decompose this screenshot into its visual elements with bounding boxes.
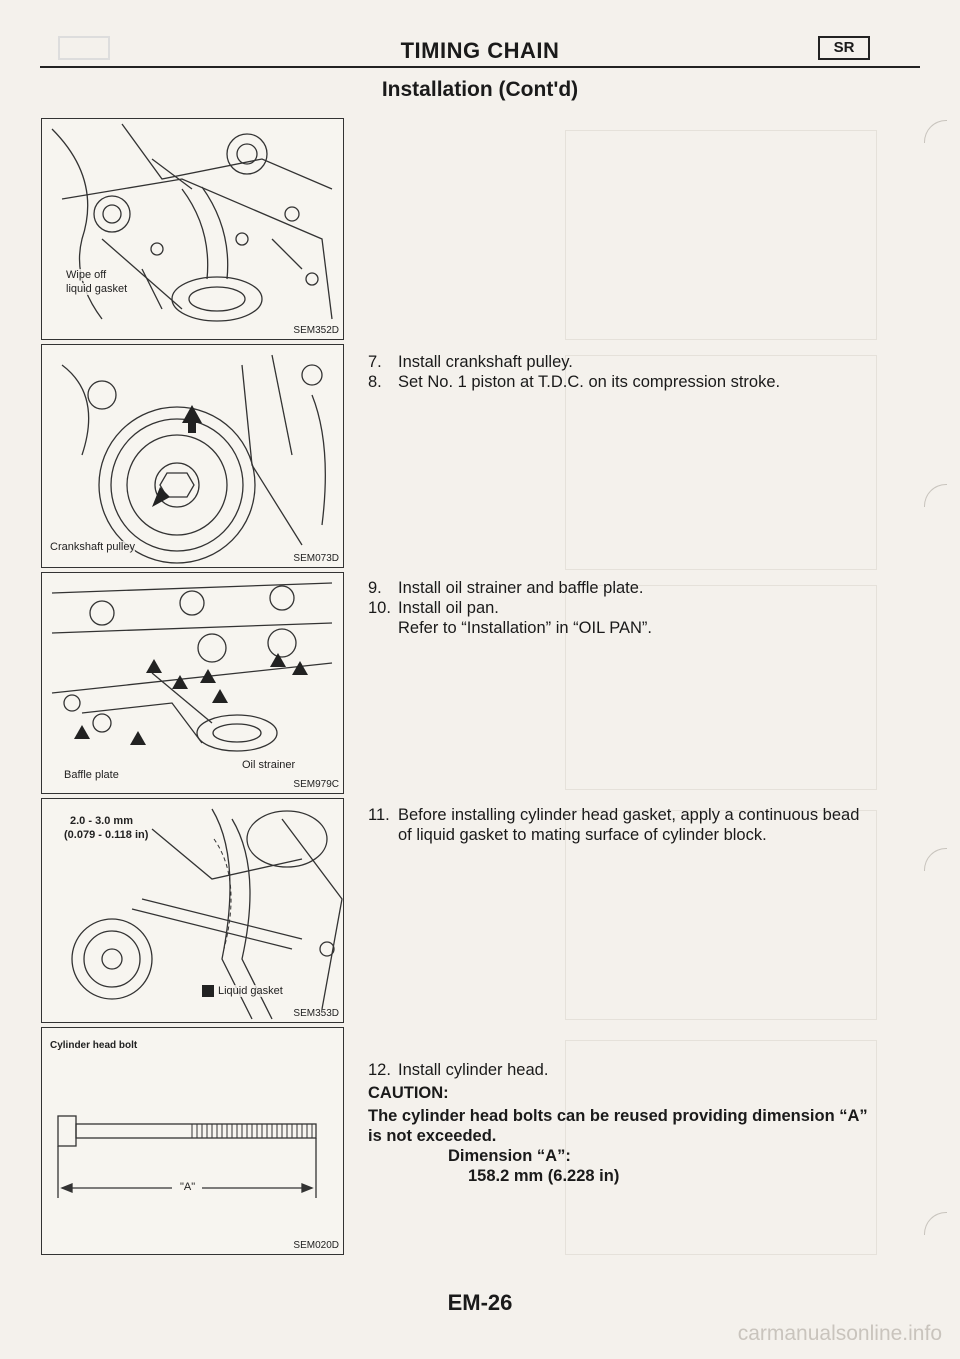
step-text: Install cylinder head.: [398, 1061, 549, 1079]
figure-wipe-liquid-gasket: [41, 118, 344, 340]
crankshaft-pulley-illustration: [42, 345, 344, 568]
step-11-block: [368, 805, 868, 845]
engine-tag: SR: [818, 36, 870, 60]
step-8: [368, 372, 888, 392]
step-number: 12.: [368, 1061, 391, 1079]
figure-label: Crankshaft pulley: [50, 541, 135, 553]
step-12-block: [368, 1060, 868, 1186]
step-number: 11.: [368, 806, 390, 824]
caution-label: CAUTION:: [368, 1084, 449, 1102]
figure-label: 2.0 - 3.0 mm: [70, 815, 133, 827]
step-text: Install oil strainer and baffle plate.: [398, 579, 644, 597]
engine-bottom-illustration: [42, 119, 344, 340]
oil-strainer-illustration: [42, 573, 344, 794]
step-7: [368, 352, 888, 372]
figure-code: SEM979C: [293, 779, 339, 790]
dimension-a-label: "A": [180, 1181, 196, 1193]
figure-label: Oil strainer: [242, 759, 296, 771]
figure-liquid-gasket-bead: [41, 798, 344, 1023]
figure-code: SEM073D: [293, 553, 339, 564]
step-text: Before installing cylinder head gasket, apply a continuous bead of liquid gasket to mating surface of cylinder block.: [398, 806, 860, 844]
figure-code: SEM353D: [293, 1008, 339, 1019]
binder-hole-mark: [924, 848, 947, 871]
binder-hole-mark: [924, 484, 947, 507]
figure-label: Cylinder head bolt: [50, 1040, 138, 1051]
figure-code: SEM352D: [293, 325, 339, 336]
step-number: 9.: [368, 579, 382, 597]
figure-crankshaft-pulley: [41, 344, 344, 568]
step-text: Install crankshaft pulley.: [398, 353, 573, 371]
page-title: TIMING CHAIN: [400, 38, 560, 63]
dimension-value: 158.2 mm (6.228 in): [468, 1167, 620, 1185]
figure-label: Wipe off: [66, 269, 107, 281]
step-number: 7.: [368, 353, 382, 371]
step-number: 8.: [368, 373, 382, 391]
step-12: [368, 1060, 868, 1080]
binder-hole-mark: [924, 1212, 947, 1235]
binder-hole-mark: [924, 120, 947, 143]
header-divider: [40, 66, 920, 68]
figure-label: Baffle plate: [64, 769, 119, 781]
figure-label: (0.079 - 0.118 in): [64, 829, 149, 841]
step-text: Set No. 1 piston at T.D.C. on its compression stroke.: [398, 373, 781, 391]
step-number: 10.: [368, 599, 391, 617]
cylinder-head-bolt-illustration: [42, 1028, 344, 1255]
caution-text: The cylinder head bolts can be reused providing dimension “A” is not exceeded.: [368, 1107, 868, 1145]
figure-label: Liquid gasket: [218, 985, 283, 997]
figure-oil-strainer: [41, 572, 344, 794]
watermark: carmanualsonline.info: [737, 1322, 942, 1345]
steps-7-8: [368, 352, 888, 392]
page-subtitle: Installation (Cont'd): [381, 78, 579, 101]
dimension-label: Dimension “A”:: [448, 1147, 571, 1165]
steps-9-10: [368, 578, 888, 638]
step-9: [368, 578, 888, 598]
step-11: [368, 805, 868, 845]
figure-code: SEM020D: [293, 1240, 339, 1251]
step-10-note: Refer to “Installation” in “OIL PAN”.: [398, 619, 653, 637]
figure-cylinder-head-bolt: [41, 1027, 344, 1255]
liquid-gasket-symbol: [202, 985, 214, 997]
bleed-through-frame: [565, 130, 877, 340]
step-text: Install oil pan.: [398, 599, 499, 617]
figure-label: liquid gasket: [66, 283, 128, 295]
step-10: [368, 598, 888, 618]
page-number: EM-26: [447, 1290, 513, 1315]
